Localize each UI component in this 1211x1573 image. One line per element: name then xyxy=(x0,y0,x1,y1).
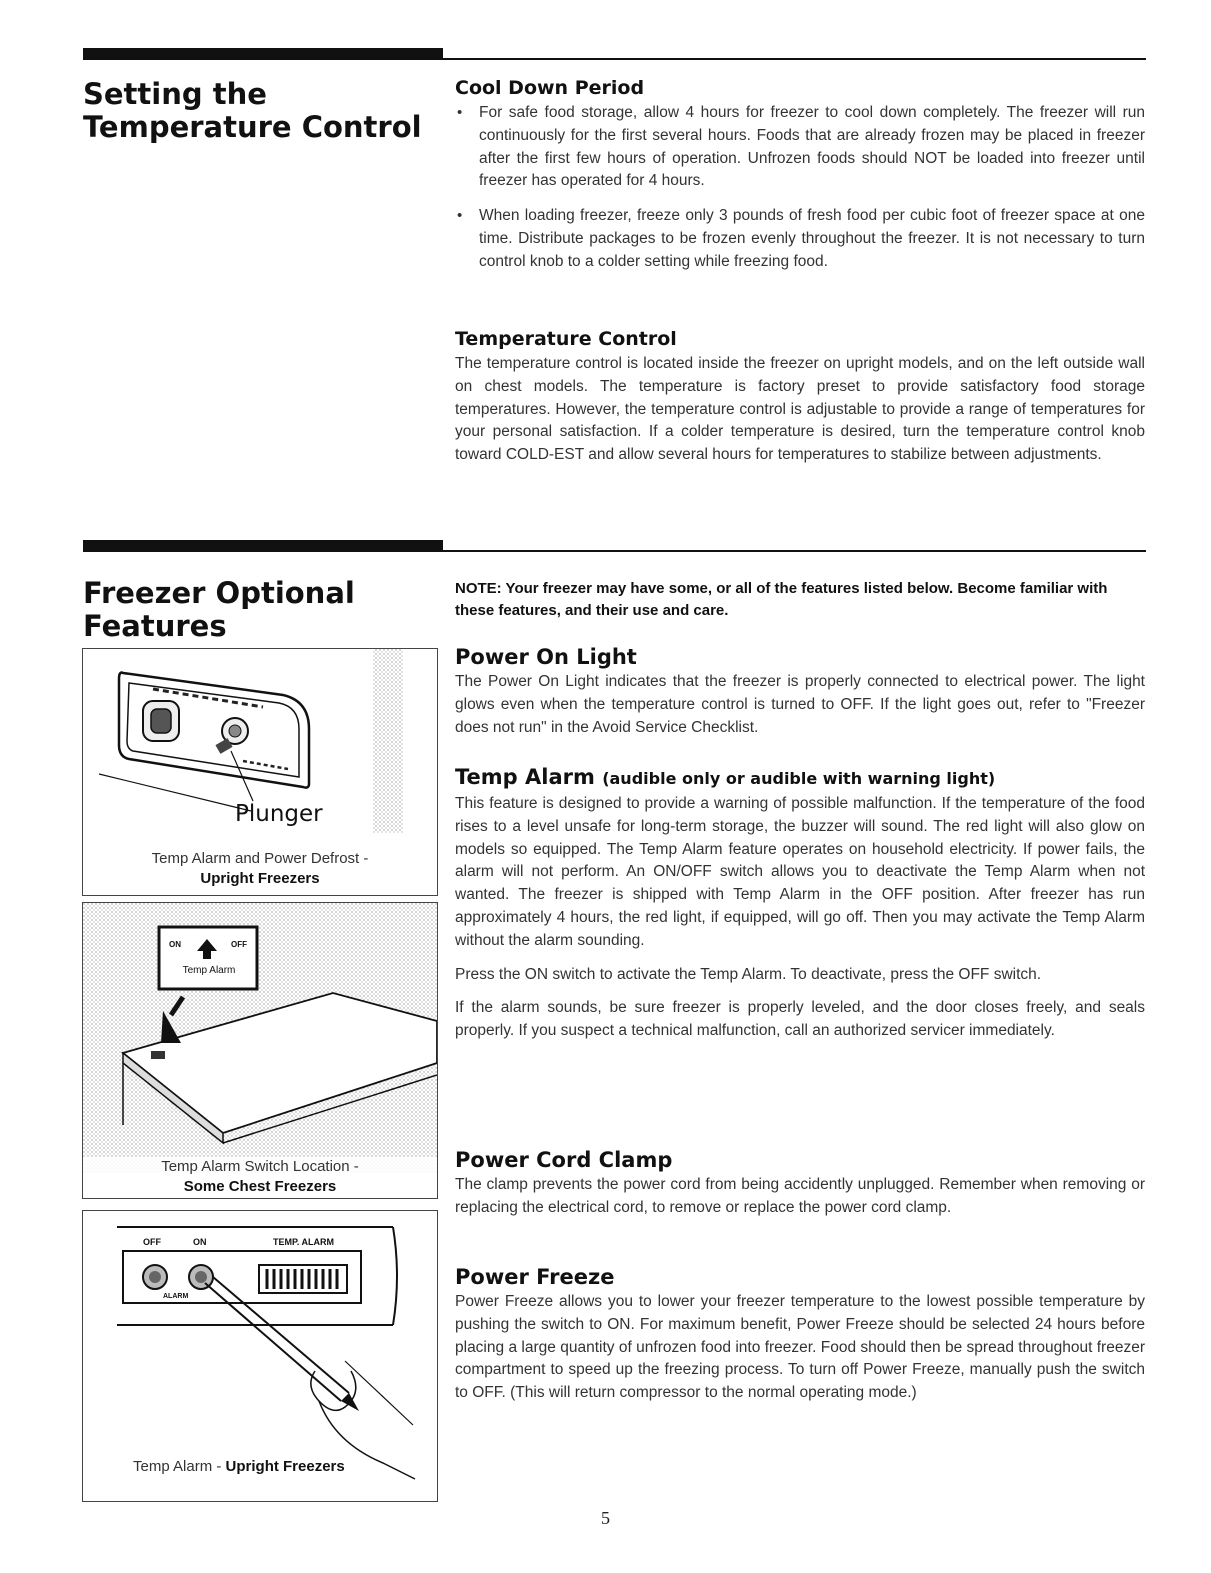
power-cord-clamp-text: The clamp prevents the power cord from being accidently unplugged. Remember when removing or replacing the electrical cord, to remove or replace the power cord clamp. xyxy=(455,1176,1145,1216)
cool-down-heading: Cool Down Period xyxy=(455,77,645,99)
panel-off-label: OFF xyxy=(143,1237,161,1247)
cool-down-section xyxy=(455,76,1145,274)
cool-down-bullet-1: • For safe food storage, allow 4 hours for freezer to cool down completely. The freezer will run continuously for the first several hours. Foods that are already frozen may be placed in freezer after the first few hours of operation. Unfrozen foods should NOT be loaded into freezer until freezer has operated for 4 hours. xyxy=(457,104,1145,190)
switch-temp-alarm-label: Temp Alarm xyxy=(182,965,236,976)
panel-on-label: ON xyxy=(193,1237,207,1247)
figure-chest-switch-location xyxy=(82,902,438,1199)
figure-caption: Temp Alarm - Upright Freezers xyxy=(133,1458,345,1475)
figure-caption: Temp Alarm and Power Defrost - Upright Freezers xyxy=(151,850,369,887)
figure-upright-control-panel xyxy=(82,648,438,896)
section-title-optional-features: Freezer Optional Features xyxy=(83,576,355,643)
figure-caption: Temp Alarm Switch Location - Some Chest Freezers xyxy=(83,1157,437,1197)
power-on-light-heading: Power On Light xyxy=(455,645,637,669)
switch-off-label: OFF xyxy=(231,940,247,949)
switch-on-label: ON xyxy=(169,940,181,949)
note-text: NOTE: Your freezer may have some, or all of the features listed below. Become familiar with these features, and their use and care. xyxy=(455,580,1108,619)
temperature-control-section xyxy=(455,327,1145,467)
temp-alarm-section xyxy=(455,765,1145,1043)
section-divider xyxy=(83,48,1146,60)
power-freeze-text: Power Freeze allows you to lower your freezer temperature to the lowest possible temperature by pushing the switch to ON. For maximum benefit, Power Freeze should be selected 24 hours before placing a large quantity of unfrozen food into freezer. Food should then be spread throughout freezer compartment to speed up the freezing process. To turn off Power Freeze, manually push the switch to OFF. (This will return compressor to the normal operating mode.) xyxy=(455,1293,1145,1402)
chest-freezer-illustration xyxy=(83,903,437,1198)
plunger-label: Plunger xyxy=(235,801,323,827)
temperature-control-text: The temperature control is located inside the freezer on upright models, and on the left outside wall on chest models. The temperature is factory preset to provide satisfactory food storage temperatures. However, the temperature control is adjustable to provide a range of temperatures for your personal satisfaction. If a colder temperature is desired, turn the temperature control knob toward COLD-EST and allow several hours for temperatures to stabilize between adjustments. xyxy=(455,355,1145,464)
power-cord-clamp-heading: Power Cord Clamp xyxy=(455,1148,673,1172)
power-on-light-section xyxy=(455,645,1145,739)
bullet-icon: • xyxy=(457,104,463,121)
power-freeze-section xyxy=(455,1265,1145,1405)
temp-alarm-heading-note: (audible only or audible with warning light) xyxy=(602,769,996,788)
temp-alarm-paragraph-3: If the alarm sounds, be sure freezer is properly leveled, and the door closes freely, and seals properly. If you suspect a technical malfunction, call an authorized servicer immediately. xyxy=(455,999,1145,1040)
temp-alarm-paragraph-1: This feature is designed to provide a warning of possible malfunction. If the temperature of the food rises to a level unsafe for long-term storage, the buzzer will sound. The red light will also glow on models so equipped. The Temp Alarm feature operates on household electricity. If power fails, the alarm will not perform. An ON/OFF switch allows you to deactivate the Temp Alarm when not wanted. The freezer is shipped with Temp Alarm in the OFF position. After freezer has run approximately 4 hours, the red light, if equipped, will go off. Then you may activate the Temp Alarm without the alarm sounding. xyxy=(455,795,1145,949)
features-note xyxy=(455,578,1145,622)
panel-alarm-label: ALARM xyxy=(163,1293,189,1300)
bullet-icon: • xyxy=(457,207,463,225)
figure-upright-temp-alarm xyxy=(82,1210,438,1502)
temperature-control-heading: Temperature Control xyxy=(455,328,677,350)
power-cord-clamp-section xyxy=(455,1148,1145,1220)
power-freeze-heading: Power Freeze xyxy=(455,1265,615,1289)
cool-down-bullet-2: • When loading freezer, freeze only 3 pounds of fresh food per cubic foot of freezer space at one time. Distribute packages to be frozen evenly throughout the freezer. It is not necessary to turn control knob to a colder setting while freezing food. xyxy=(457,207,1145,270)
page-number: 5 xyxy=(601,1508,610,1528)
temp-alarm-paragraph-2: Press the ON switch to activate the Temp Alarm. To deactivate, press the OFF switch. xyxy=(455,965,1042,983)
panel-temp-alarm-label: TEMP. ALARM xyxy=(273,1237,335,1247)
section-divider xyxy=(83,540,1146,552)
power-on-light-text: The Power On Light indicates that the freezer is properly connected to electrical power. The light glows even when the temperature control is turned to OFF. If the light goes out, refer to "Freezer does not run" in the Avoid Service Checklist. xyxy=(455,673,1145,736)
section-title-temperature-control: Setting the Temperature Control xyxy=(83,77,422,144)
temp-alarm-heading: Temp Alarm (audible only or audible with warning light) xyxy=(455,765,996,789)
